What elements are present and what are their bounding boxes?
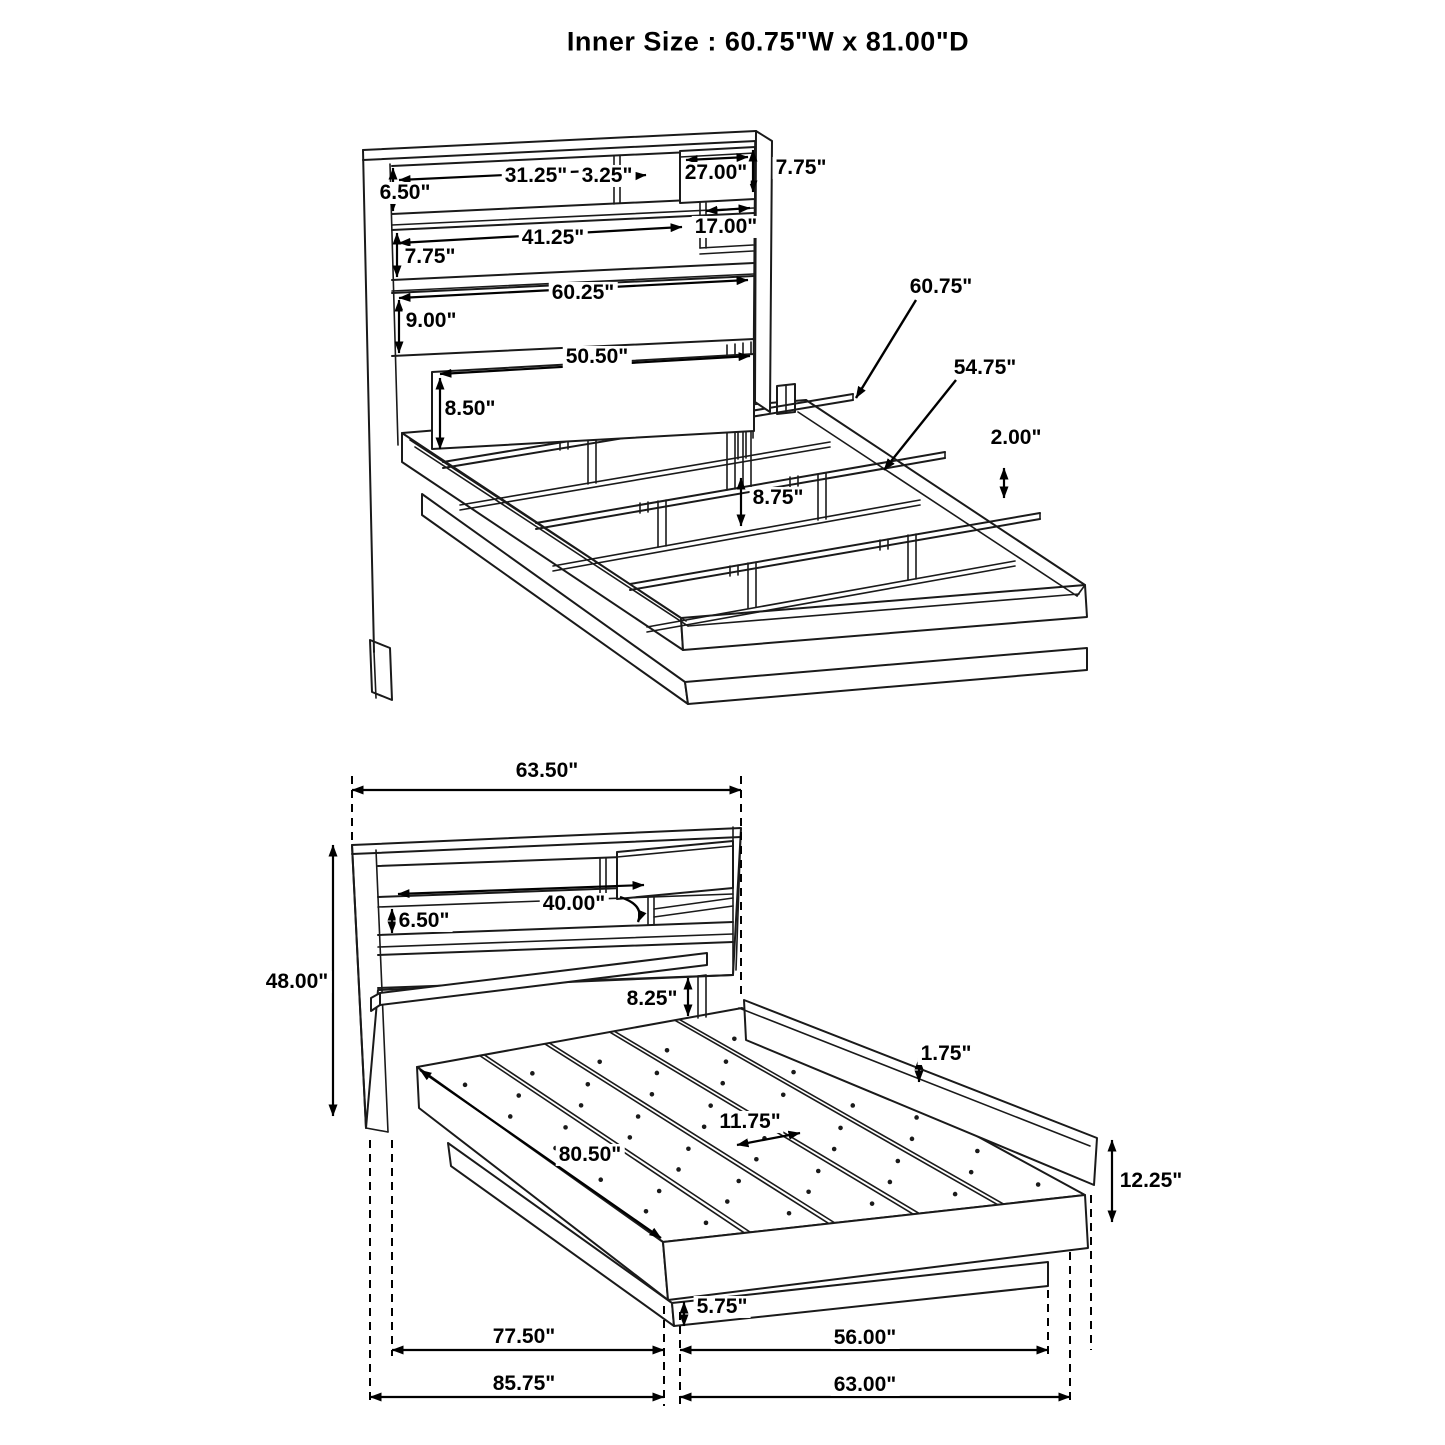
dim-label-right-compartment-width: 27.00"	[682, 162, 751, 184]
dim-label-overall-length: 85.75"	[490, 1373, 559, 1395]
dim-label-lower-panel-height: 8.50"	[442, 398, 499, 420]
dim-label-headboard-width: 63.50"	[513, 760, 582, 782]
dim-label-shelf-opening-height-bottom: 6.50"	[396, 910, 453, 932]
dim-label-side-rail-lip-bottom: 1.75"	[918, 1043, 975, 1065]
dim-label-shelf-opening-width-bottom: 40.00"	[540, 893, 609, 915]
dim-label-platform-height: 12.25"	[1117, 1170, 1186, 1192]
dim-label-middle-opening-height: 7.75"	[402, 246, 459, 268]
dim-label-footboard-width: 56.00"	[831, 1327, 900, 1349]
dim-label-slat-rail-length: 60.75"	[907, 276, 976, 298]
dim-label-slat-width: 11.75"	[716, 1111, 783, 1133]
page-title: Inner Size : 60.75"W x 81.00"D	[566, 26, 970, 57]
dim-label-headboard-height: 48.00"	[263, 971, 332, 993]
dim-label-side-rail-length: 77.50"	[490, 1326, 559, 1348]
dim-label-right-compartment-height: 7.75"	[773, 157, 830, 179]
dim-label-board-width: 60.25"	[549, 282, 618, 304]
dim-label-center-rail-length: 54.75"	[951, 357, 1020, 379]
dim-label-lower-panel-width: 50.50"	[563, 346, 632, 368]
bottom-view-platform	[417, 1000, 1097, 1326]
dim-label-deck-length: 80.50"	[556, 1144, 625, 1166]
dim-label-shelf-opening-width: 31.25"	[502, 165, 571, 187]
dim-label-board-height: 9.00"	[403, 310, 460, 332]
dim-label-overall-width: 63.00"	[831, 1374, 900, 1396]
dim-label-rail-floor-height: 8.75"	[750, 487, 807, 509]
dim-label-plinth-height: 5.75"	[694, 1296, 751, 1318]
dim-label-shelf-opening-height: 6.50"	[377, 182, 434, 204]
dim-label-divider-gap: 3.25"	[579, 165, 636, 187]
dim-label-side-rail-lip: 2.00"	[988, 427, 1045, 449]
dim-label-middle-compartment-width: 17.00"	[692, 216, 761, 238]
dim-label-under-headboard-clearance: 8.25"	[624, 988, 681, 1010]
dim-label-middle-opening-width: 41.25"	[519, 227, 588, 249]
